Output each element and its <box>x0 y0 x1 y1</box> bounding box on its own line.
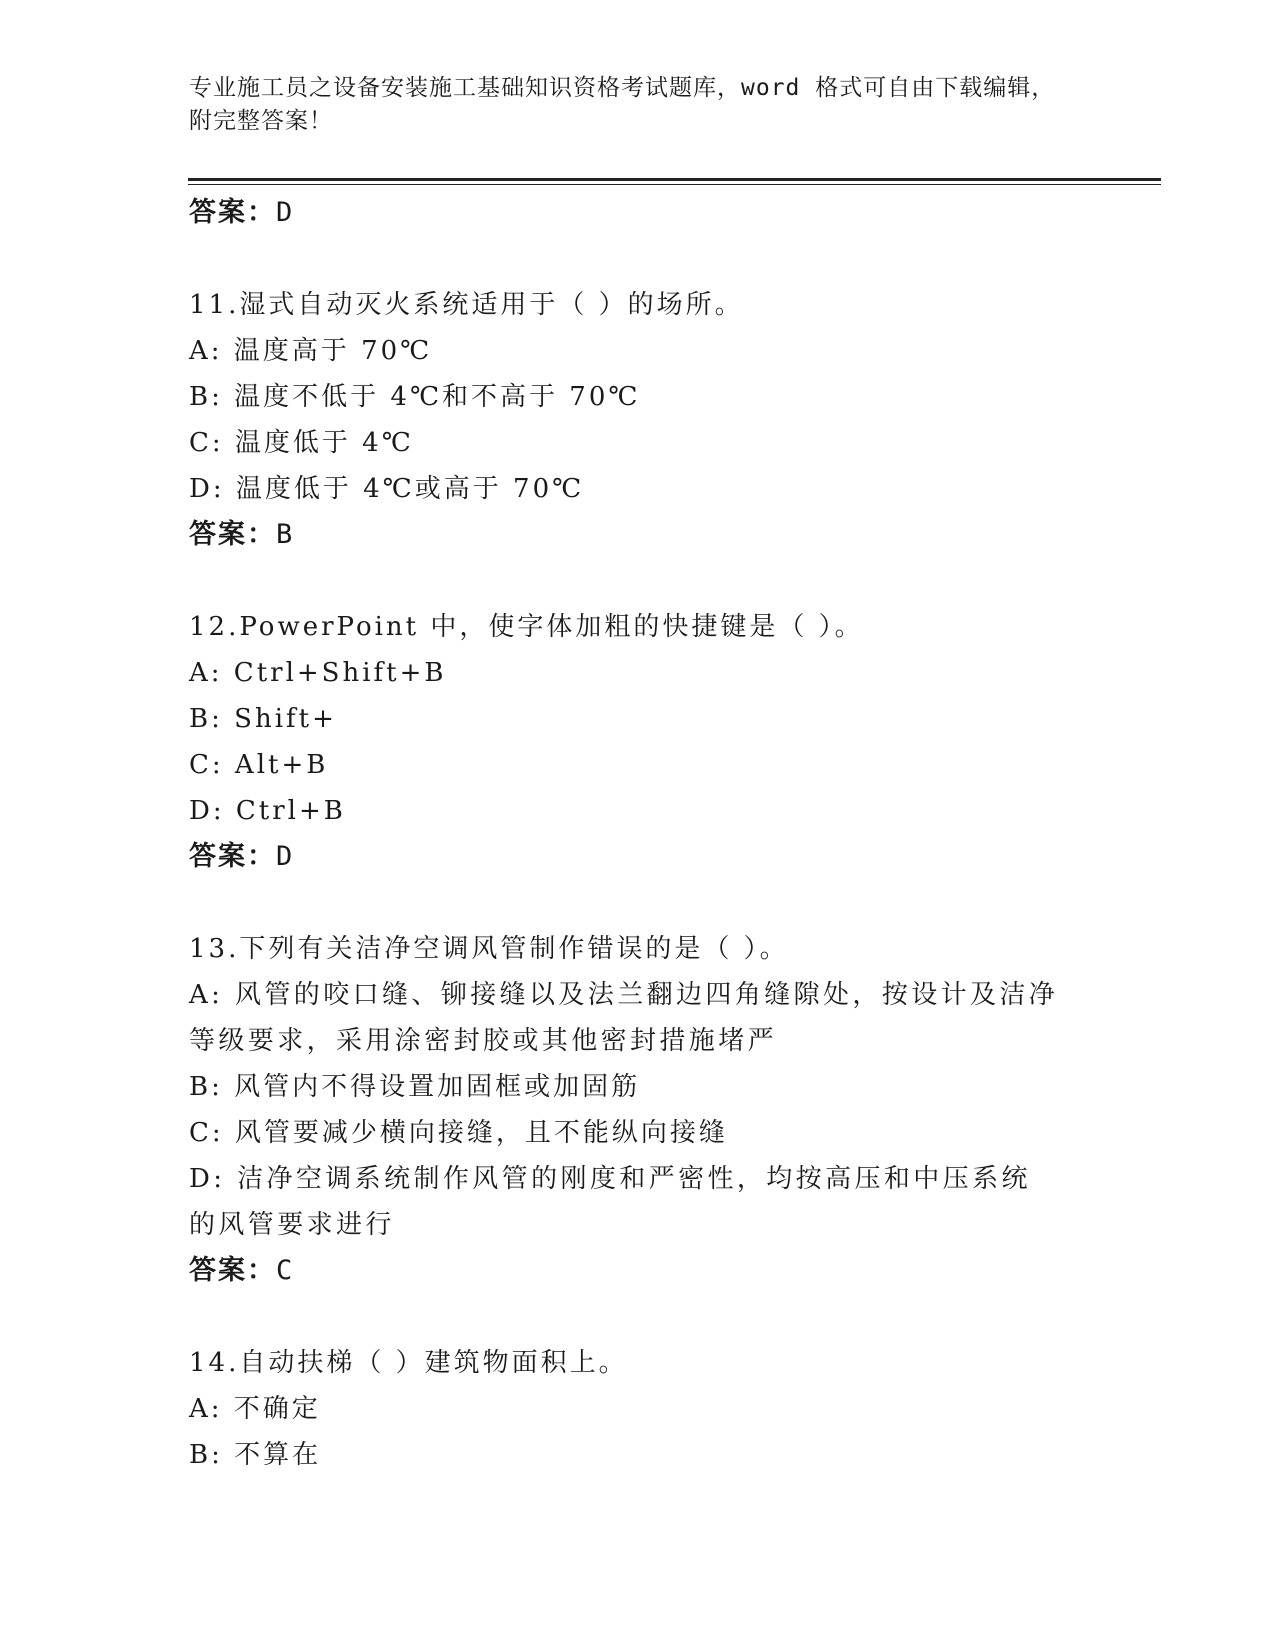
option-b: B: Shift+ <box>189 704 337 734</box>
option-b: B: 不算在 <box>189 1440 322 1470</box>
question-block <box>189 1340 1089 1478</box>
answer-label: 答案： <box>189 841 276 872</box>
question-stem: 13.下列有关洁净空调风管制作错误的是（ ）。 <box>189 934 789 964</box>
header-line-1: 专业施工员之设备安装施工基础知识资格考试题库，word 格式可自由下载编辑， <box>189 75 1056 101</box>
spacer <box>189 558 1089 604</box>
question-block <box>189 926 1089 1294</box>
answer-line <box>189 1248 1089 1294</box>
answer-line <box>189 512 1089 558</box>
option-a: A: 温度高于 70℃ <box>189 336 433 366</box>
option-c: C: 风管要减少横向接缝，且不能纵向接缝 <box>189 1118 728 1148</box>
option-d: D: 洁净空调系统制作风管的刚度和严密性，均按高压和中压系统的风管要求进行 <box>189 1164 1031 1240</box>
question-stem: 11.湿式自动灭火系统适用于（ ）的场所。 <box>189 290 744 320</box>
answer-value: B <box>276 519 294 550</box>
answer-line <box>189 190 1089 236</box>
header-divider-thick <box>188 178 1161 181</box>
answer-line <box>189 834 1089 880</box>
spacer <box>189 1294 1089 1340</box>
spacer <box>189 880 1089 926</box>
option-a: A: Ctrl+Shift+B <box>189 658 447 688</box>
question-block <box>189 282 1089 558</box>
question-list <box>189 190 1089 1478</box>
option-b: B: 风管内不得设置加固框或加固筋 <box>189 1072 641 1102</box>
answer-value: C <box>276 1255 294 1286</box>
option-c: C: Alt+B <box>189 750 329 780</box>
document-header <box>189 72 1089 138</box>
question-stem: 12.PowerPoint 中，使字体加粗的快捷键是（ ）。 <box>189 612 864 642</box>
answer-label: 答案： <box>189 1255 276 1286</box>
option-c: C: 温度低于 4℃ <box>189 428 414 458</box>
header-line-2: 附完整答案！ <box>189 108 333 134</box>
question-block <box>189 604 1089 880</box>
answer-label: 答案： <box>189 519 276 550</box>
option-b: B: 温度不低于 4℃和不高于 70℃ <box>189 382 641 412</box>
spacer <box>189 236 1089 282</box>
option-a: A: 风管的咬口缝、铆接缝以及法兰翻边四角缝隙处，按设计及洁净等级要求，采用涂密封胶或其他密封措施堵严 <box>189 980 1059 1056</box>
answer-value: D <box>276 841 294 872</box>
option-a: A: 不确定 <box>189 1394 321 1424</box>
option-d: D: Ctrl+B <box>189 796 346 826</box>
answer-label: 答案： <box>189 197 276 228</box>
option-d: D: 温度低于 4℃或高于 70℃ <box>189 474 585 504</box>
header-divider-thin <box>188 184 1161 185</box>
question-stem: 14.自动扶梯（ ）建筑物面积上。 <box>189 1348 628 1378</box>
answer-value: D <box>276 197 294 228</box>
